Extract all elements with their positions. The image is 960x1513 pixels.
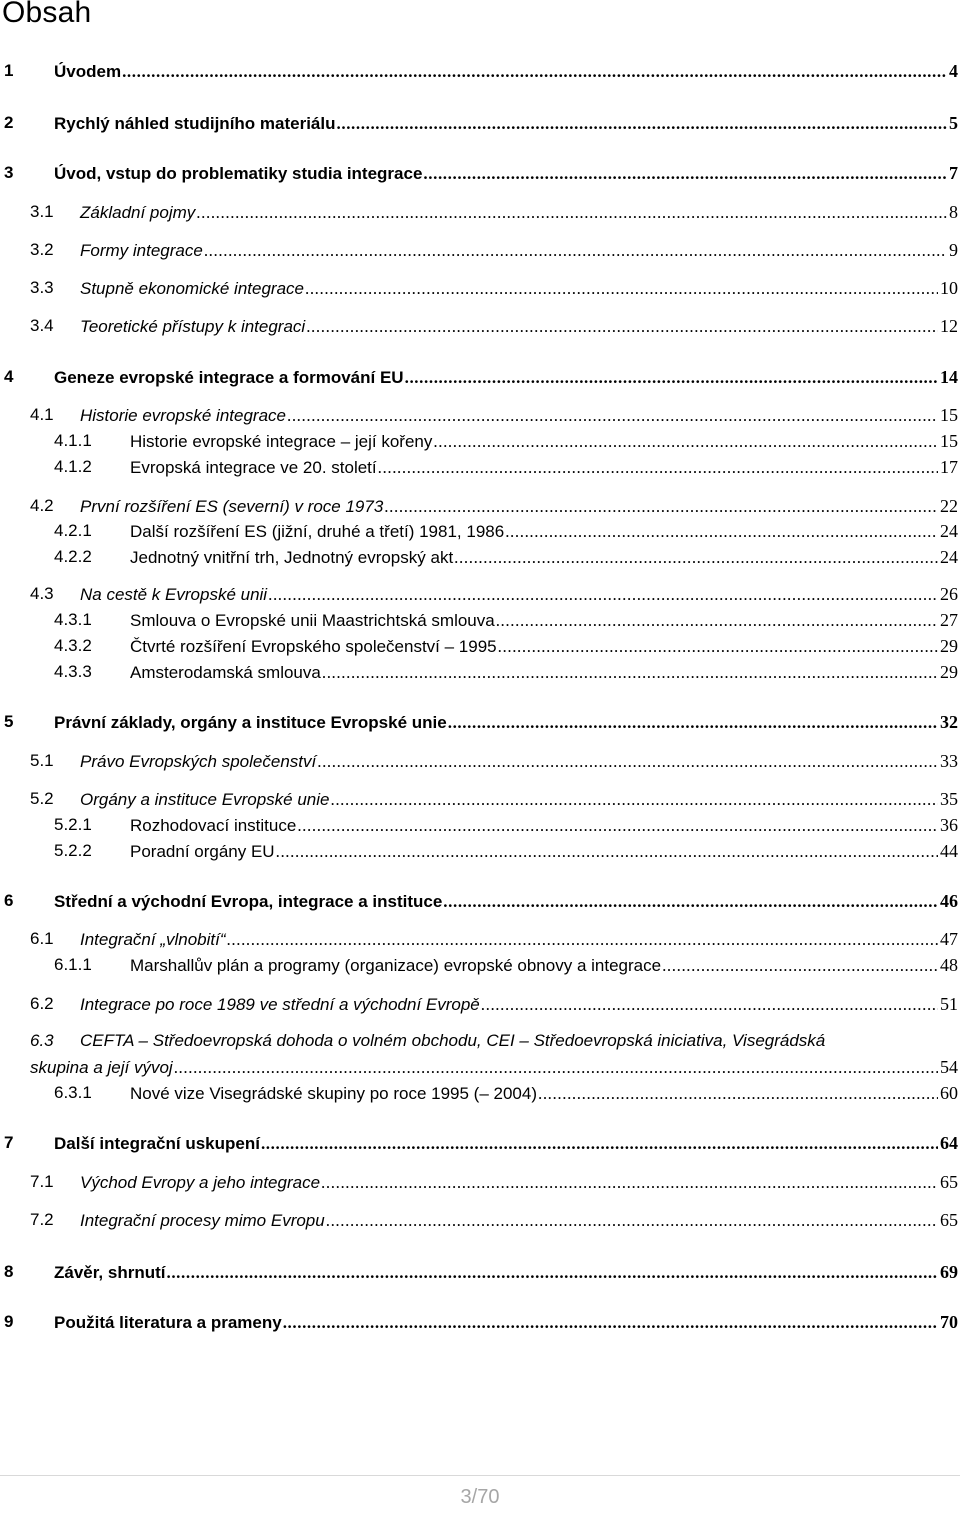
footer-divider bbox=[0, 1475, 960, 1476]
toc-leader bbox=[337, 112, 948, 135]
toc-entry[interactable] bbox=[0, 519, 958, 543]
toc-leader bbox=[538, 1082, 938, 1105]
toc-text: Základní pojmy bbox=[80, 203, 196, 222]
toc-leader bbox=[423, 162, 947, 185]
toc-leader bbox=[405, 366, 938, 389]
toc-text: Evropská integrace ve 20. století bbox=[130, 458, 377, 477]
toc-text: Orgány a instituce Evropské unie bbox=[80, 790, 330, 809]
toc-page: 29 bbox=[940, 636, 958, 656]
toc-text: Stupně ekonomické integrace bbox=[80, 279, 304, 298]
toc-entry[interactable] bbox=[0, 1170, 958, 1194]
toc-number: 4.3.2 bbox=[54, 636, 92, 655]
toc-leader bbox=[297, 814, 938, 837]
toc-page: 4 bbox=[949, 61, 958, 81]
toc-number: 5 bbox=[4, 712, 14, 731]
toc-page: 32 bbox=[940, 712, 958, 732]
toc-entry[interactable] bbox=[0, 1208, 958, 1232]
toc-leader bbox=[287, 404, 938, 427]
toc-leader bbox=[443, 890, 938, 913]
toc-page: 65 bbox=[940, 1172, 958, 1192]
toc-entry[interactable] bbox=[0, 111, 958, 135]
toc-text: Formy integrace bbox=[80, 241, 203, 260]
toc-entry[interactable] bbox=[0, 889, 958, 913]
toc-entry[interactable] bbox=[0, 582, 958, 606]
toc-number: 4.1.2 bbox=[54, 457, 92, 476]
page-title: Obsah bbox=[2, 0, 92, 29]
toc-number: 4.1.1 bbox=[54, 431, 92, 450]
toc-page: 64 bbox=[940, 1133, 958, 1153]
toc-text: Integrační „vlnobití“ bbox=[80, 930, 226, 949]
toc-leader bbox=[306, 315, 938, 338]
toc-leader bbox=[330, 788, 938, 811]
toc-leader bbox=[321, 1171, 938, 1194]
toc-number: 7.1 bbox=[30, 1172, 54, 1191]
toc-text: Smlouva o Evropské unii Maastrichtská smlouva bbox=[130, 611, 495, 630]
toc-leader bbox=[122, 60, 947, 83]
toc-text: Integrace po roce 1989 ve střední a východní Evropě bbox=[80, 995, 480, 1014]
toc-page: 12 bbox=[940, 316, 958, 336]
toc-page: 47 bbox=[940, 929, 958, 949]
toc-entry-line1[interactable] bbox=[30, 1029, 826, 1053]
toc-number: 5.1 bbox=[30, 751, 54, 770]
toc-page: 24 bbox=[940, 547, 958, 567]
toc-number: 6.3.1 bbox=[54, 1083, 92, 1102]
toc-page: 70 bbox=[940, 1312, 958, 1332]
toc-entry[interactable] bbox=[0, 749, 958, 773]
toc-text: Použitá literatura a prameny bbox=[54, 1313, 282, 1332]
toc-number: 7 bbox=[4, 1133, 14, 1152]
toc-page: 35 bbox=[940, 789, 958, 809]
toc-number: 9 bbox=[4, 1312, 14, 1331]
toc-leader bbox=[227, 928, 938, 951]
toc-text: Teoretické přístupy k integraci bbox=[80, 317, 306, 336]
toc-leader bbox=[481, 993, 938, 1016]
toc-page: 60 bbox=[940, 1083, 958, 1103]
toc-number: 4.2.2 bbox=[54, 547, 92, 566]
toc-page: 51 bbox=[940, 994, 958, 1014]
toc-entry[interactable] bbox=[0, 710, 958, 734]
toc-text: Rozhodovací instituce bbox=[130, 816, 297, 835]
toc-page: 48 bbox=[940, 955, 958, 975]
toc-leader bbox=[326, 1209, 938, 1232]
toc-page: 15 bbox=[940, 405, 958, 425]
toc-entry[interactable] bbox=[0, 608, 958, 632]
toc-number: 3.2 bbox=[30, 240, 54, 259]
toc-page: 46 bbox=[940, 891, 958, 911]
toc-entry[interactable] bbox=[0, 813, 958, 837]
toc-number: 5.2.1 bbox=[54, 815, 92, 834]
toc-page: 54 bbox=[940, 1057, 958, 1077]
toc-text: skupina a její vývoj bbox=[30, 1058, 173, 1077]
toc-leader bbox=[261, 1132, 938, 1155]
toc-page: 17 bbox=[940, 457, 958, 477]
toc-text: Integrační procesy mimo Evropu bbox=[80, 1211, 325, 1230]
toc-entry[interactable] bbox=[0, 314, 958, 338]
toc-number: 3 bbox=[4, 163, 14, 182]
toc-entry[interactable] bbox=[0, 1310, 958, 1334]
toc-entry[interactable] bbox=[0, 365, 958, 389]
toc-entry[interactable] bbox=[0, 1260, 958, 1284]
toc-page: 65 bbox=[940, 1210, 958, 1230]
toc-entry[interactable] bbox=[0, 787, 958, 811]
toc-text: Amsterodamská smlouva bbox=[130, 663, 321, 682]
toc-page: 14 bbox=[940, 367, 958, 387]
toc-number: 6.2 bbox=[30, 994, 54, 1013]
toc-number: 4.2.1 bbox=[54, 521, 92, 540]
toc-page: 9 bbox=[949, 240, 958, 260]
toc-leader bbox=[276, 840, 938, 863]
toc-text: Jednotný vnitřní trh, Jednotný evropský akt bbox=[130, 548, 454, 567]
toc-page: 8 bbox=[949, 202, 958, 222]
toc-number: 4 bbox=[4, 367, 14, 386]
toc-text: Střední a východní Evropa, integrace a instituce bbox=[54, 892, 443, 911]
toc-number: 6.1 bbox=[30, 929, 54, 948]
toc-text: Historie evropské integrace bbox=[80, 406, 286, 425]
toc-entry[interactable] bbox=[0, 161, 958, 185]
toc-text: Čtvrté rozšíření Evropského společenství – 1995 bbox=[130, 637, 497, 656]
toc-number: 6 bbox=[4, 891, 14, 910]
toc-entry[interactable] bbox=[0, 839, 958, 863]
toc-page: 15 bbox=[940, 431, 958, 451]
toc-number: 5.2 bbox=[30, 789, 54, 808]
toc-number: 3.4 bbox=[30, 316, 54, 335]
toc-number: 5.2.2 bbox=[54, 841, 92, 860]
toc-entry[interactable] bbox=[0, 238, 958, 262]
toc-page: 36 bbox=[940, 815, 958, 835]
toc-page: 5 bbox=[949, 113, 958, 133]
toc-entry[interactable] bbox=[0, 660, 958, 684]
toc-text: Další rozšíření ES (jižní, druhé a třetí) 1981, 1986 bbox=[130, 522, 505, 541]
toc-text: Geneze evropské integrace a formování EU bbox=[54, 368, 404, 387]
toc-leader bbox=[283, 1311, 938, 1334]
toc-number: 2 bbox=[4, 113, 14, 132]
toc-leader bbox=[384, 495, 938, 518]
toc-leader bbox=[662, 954, 938, 977]
toc-text: Nové vize Visegrádské skupiny po roce 1995 (– 2004) bbox=[130, 1084, 537, 1103]
toc-leader bbox=[174, 1056, 938, 1079]
toc-text: Závěr, shrnutí bbox=[54, 1263, 166, 1282]
toc-leader bbox=[166, 1261, 938, 1284]
toc-text: Úvod, vstup do problematiky studia integrace bbox=[54, 164, 423, 183]
toc-leader bbox=[268, 583, 938, 606]
toc-number: 4.1 bbox=[30, 405, 54, 424]
toc-number: 7.2 bbox=[30, 1210, 54, 1229]
toc-number: 8 bbox=[4, 1262, 14, 1281]
toc-entry[interactable] bbox=[0, 1131, 958, 1155]
toc-entry[interactable] bbox=[0, 200, 958, 224]
toc-page: 44 bbox=[940, 841, 958, 861]
toc-entry[interactable] bbox=[0, 634, 958, 658]
toc-entry[interactable] bbox=[0, 953, 958, 977]
toc-page: 24 bbox=[940, 521, 958, 541]
toc-leader bbox=[498, 635, 938, 658]
toc-entry[interactable] bbox=[0, 992, 958, 1016]
toc-number: 6.1.1 bbox=[54, 955, 92, 974]
toc-leader bbox=[454, 546, 938, 569]
toc-leader bbox=[378, 456, 938, 479]
toc-entry[interactable] bbox=[0, 1055, 958, 1079]
toc-entry[interactable] bbox=[0, 429, 958, 453]
toc-number: 3.3 bbox=[30, 278, 54, 297]
toc-number: 6.3 bbox=[30, 1031, 54, 1050]
toc-number: 4.3.3 bbox=[54, 662, 92, 681]
toc-entry[interactable] bbox=[0, 545, 958, 569]
toc-leader bbox=[204, 239, 947, 262]
page-number: 3/70 bbox=[460, 1486, 500, 1508]
toc-text: Právní základy, orgány a instituce Evropské unie bbox=[54, 713, 447, 732]
toc-text: Úvodem bbox=[54, 62, 122, 81]
toc-text: První rozšíření ES (severní) v roce 1973 bbox=[80, 497, 384, 516]
toc-entry[interactable] bbox=[0, 1081, 958, 1105]
toc-number: 4.2 bbox=[30, 496, 54, 515]
toc-leader bbox=[196, 201, 947, 224]
toc-page: 29 bbox=[940, 662, 958, 682]
toc-leader bbox=[305, 277, 938, 300]
toc-text: Marshallův plán a programy (organizace) evropské obnovy a integrace bbox=[130, 956, 662, 975]
toc-text: Právo Evropských společenství bbox=[80, 752, 317, 771]
toc-entry[interactable] bbox=[0, 276, 958, 300]
toc-number: 4.3 bbox=[30, 584, 54, 603]
toc-entry[interactable] bbox=[0, 455, 958, 479]
toc-number: 4.3.1 bbox=[54, 610, 92, 629]
toc-text: Historie evropské integrace – její kořeny bbox=[130, 432, 433, 451]
toc-page: 33 bbox=[940, 751, 958, 771]
toc-text: Východ Evropy a jeho integrace bbox=[80, 1173, 321, 1192]
toc-page: 27 bbox=[940, 610, 958, 630]
toc-number: 3.1 bbox=[30, 202, 54, 221]
toc-text: Další integrační uskupení bbox=[54, 1134, 260, 1153]
toc-leader bbox=[496, 609, 938, 632]
toc-page: 10 bbox=[940, 278, 958, 298]
toc-page: 26 bbox=[940, 584, 958, 604]
toc-entry[interactable] bbox=[0, 927, 958, 951]
toc-text: CEFTA – Středoevropská dohoda o volném obchodu, CEI – Středoevropská iniciativa, Visegrádská bbox=[80, 1031, 826, 1050]
toc-text: Poradní orgány EU bbox=[130, 842, 275, 861]
toc-text: Rychlý náhled studijního materiálu bbox=[54, 114, 336, 133]
toc-entry[interactable] bbox=[0, 494, 958, 518]
toc-leader bbox=[505, 520, 938, 543]
toc-entry[interactable] bbox=[0, 403, 958, 427]
toc-entry[interactable] bbox=[0, 59, 958, 83]
toc-number: 1 bbox=[4, 61, 14, 80]
toc-leader bbox=[433, 430, 938, 453]
toc-leader bbox=[322, 661, 938, 684]
toc-leader bbox=[317, 750, 938, 773]
toc-page: 22 bbox=[940, 496, 958, 516]
toc-page: 69 bbox=[940, 1262, 958, 1282]
toc-leader bbox=[448, 711, 938, 734]
toc-page: 7 bbox=[949, 163, 958, 183]
toc-text: Na cestě k Evropské unii bbox=[80, 585, 268, 604]
